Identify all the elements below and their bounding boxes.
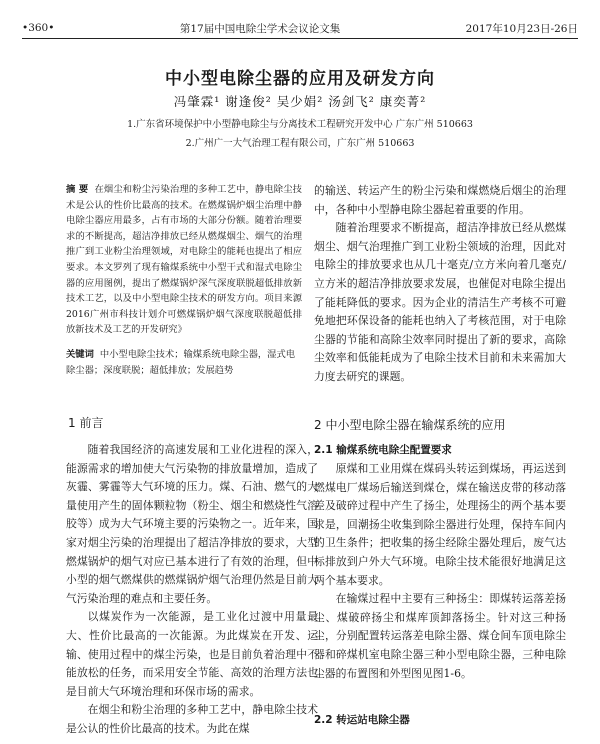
affiliation-2: 2.广州广一大气治理工程有限公司，广东广州 510663 (185, 138, 415, 149)
paragraph: 随着治理要求不断提高，超洁净排放已经从燃煤烟尘、烟气治理推广到工业粉尘领域的治理，因此对电除尘的排放要求也从几十毫克/立方米向着几毫克/立方米的超洁净排放要求发展，也催促对电除尘提出了能耗降低的要求。因为企业的清洁生产考核不可避免地把环保设备的能耗也纳入了考核范围，对于电除尘器的节能和高除尘效率同时提出了新的要求，高除尘效率和低能耗成为了电除尘技术目前和未来需加大力度去研究的课题。 (314, 221, 566, 383)
affiliation-1: 1.广东省环境保护中小型静电除尘与分离技术工程研究开发中心 广东广州 510663 (127, 119, 473, 130)
proceedings-title: 第17届中国电除尘学术会议论文集 (179, 22, 341, 35)
keywords-label: 关键词 (66, 349, 94, 360)
paragraph: 在输煤过程中主要有三种扬尘：即煤转运落差扬尘、煤破碎扬尘和煤库顶卸落扬尘。针对这三种扬尘，分别配置转运落差电除尘器、煤仓间车顶电除尘器和碎煤机室电除尘器三种小型电除尘器，三种电除尘器的布置图和外型图见图1-6。 (314, 592, 566, 680)
keywords-text: 中小型电除尘技术；输煤系统电除尘器，湿式电除尘器；深度联脱；超低排放；发展趋势 (66, 349, 296, 376)
subsection-2-2-heading: 2.2 转运站电除尘器 (314, 714, 410, 726)
paragraph: 随着我国经济的高速发展和工业化进程的深入，能源需求的增加使大气污染物的排放量增加，造成了灰霾、雾霾等大气环境的压力。煤、石油、燃气的大量使用产生的固体颗粒物（粉尘、烟尘和燃烧性气溶胶等）成为大气环境主要的污染物之一。近年来，国家对烟尘污染的治理提出了超洁净排放的要求，大型燃煤锅炉的烟气对应已基本进行了有效的治理，但中小型的烟气燃煤供的燃煤锅炉烟气治理仍然是目前大气污染治理的难点和主要任务。 (66, 443, 318, 605)
abstract-label: 摘 要 (66, 184, 89, 195)
abstract-text: 在烟尘和粉尘污染治理的多种工艺中，静电除尘技术是公认的性价比最高的技术。在燃煤锅炉烟尘治理中静电除尘器应用最多，占有市场的大部分份额。随着治理要求的不断提高，超洁净排放已经从燃煤烟尘、烟气的治理推广到工业粉尘治理领域，对电除尘的能耗也提出了相应要求。本文罗列了现有输煤系统中小型干式和湿式电除尘器的应用图例，提出了燃煤锅炉深气深度联脱超低排放新技术工艺，以及中小型电除尘技术的研发方向。项目来源 2016广州市科技计划介可燃煤锅炉烟气深度联脱超低排放新技术及工艺的开发研究》 (66, 184, 302, 336)
paper-title: 中小型电除尘器的应用及研发方向 (165, 69, 435, 89)
page-number: •360• (22, 22, 55, 34)
left-column-body (66, 441, 318, 739)
author-list: 冯肇霖¹ 谢逢俊² 吴少娟² 汤剑飞² 康奕菁² (173, 94, 427, 109)
header-rule (22, 38, 578, 39)
header-date: 2017年10月23日-26日 (465, 22, 578, 35)
section-1-heading: 1 前言 (68, 416, 104, 430)
paragraph: 在烟尘和粉尘治理的多种工艺中，静电除尘技术是公认的性价比最高的技术。为此在煤 (66, 703, 318, 735)
abstract (66, 182, 302, 338)
running-header (22, 20, 578, 36)
section-2-heading: 2 中小型电除尘器在输煤系统的应用 (314, 418, 506, 432)
paragraph: 的输送、转运产生的粉尘污染和煤燃烧后烟尘的治理中，各种中小型静电除尘器起着重要的作用。 (314, 184, 566, 216)
subsection-2-1-heading: 2.1 输煤系统电除尘配置要求 (314, 444, 452, 456)
keywords (66, 347, 302, 378)
paragraph: 原煤和工业用煤在煤码头转运到煤场，再运送到燃煤电厂煤场后输送到煤仓，煤在输送皮带的移动落差及破碎过程中产生了扬尘，处理扬尘的两个基本要求是，回潮扬尘收集到除尘器进行处理，保持车间内的卫生条件；把收集的扬尘经除尘器处理后，废气达标排放到户外大气环境。电除尘技术能很好地满足这两个基本要求。 (314, 462, 566, 587)
right-column-body-top (314, 182, 566, 387)
paragraph: 以煤炭作为一次能源，是工业化过渡中用量最大、性价比最高的一次能源。为此煤炭在开发、运输、使用过程中的煤尘污染，也是目前负着治理中不能放松的任务，而采用安全节能、高效的治理方法也是目前大气环境治理和环保市场的需求。 (66, 610, 318, 698)
right-column-body-bottom (314, 460, 566, 683)
